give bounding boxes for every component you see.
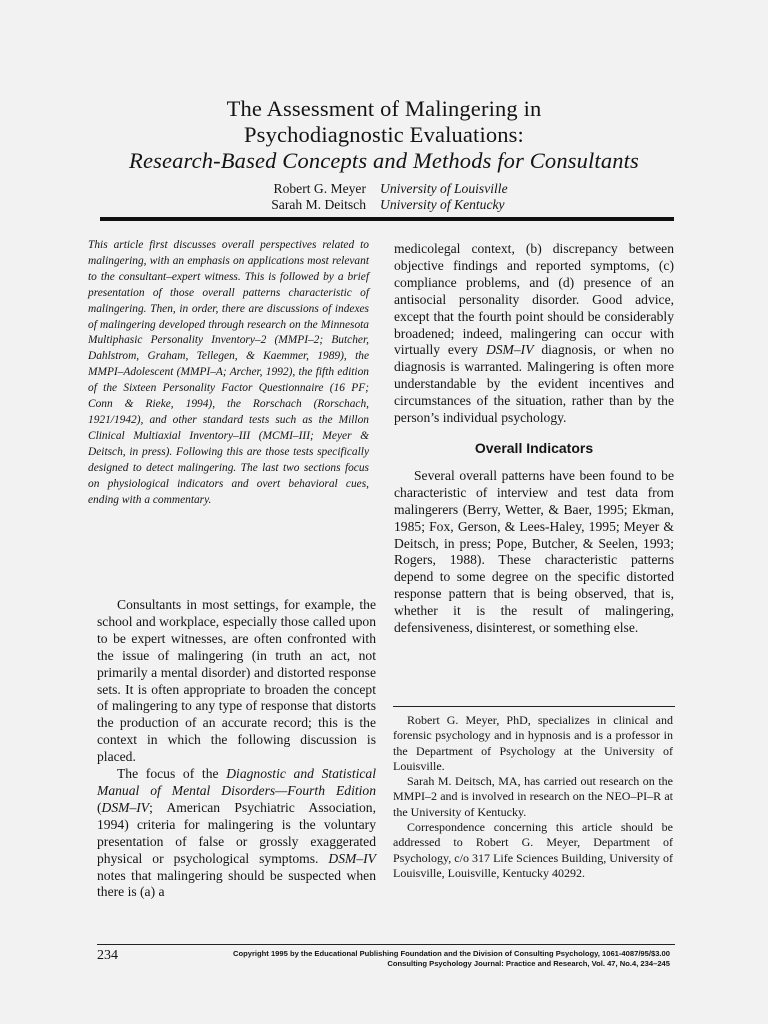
author-footnotes <box>393 713 673 881</box>
section-heading: Overall Indicators <box>474 439 594 456</box>
footnote-rule <box>393 706 675 707</box>
footnote: Sarah M. Deitsch, MA, has carried out research on the MMPI–2 and is involved in research on the NEO–PI–R at the University of Kentucky. <box>393 774 673 819</box>
journal-citation: Consulting Psychology Journal: Practice and Research, Vol. 47, No.4, 234–245 <box>387 959 670 968</box>
body-paragraph: Several overall patterns have been found to be characteristic of interview and test data from malingerers (Berry, Wetter, & Baer, 1995; Ekman, 1985; Fox, Gerson, & Lees-Haley, 1995; Meyer & Deitsch, in press; Pope, Butcher, & Seelen, 1993; Rogers, 1988). These characteristic patterns depend to some degree on the specific distorted response pattern that is being observed, that is, whether it is the result of malingering, defensiveness, disinterest, or something else. <box>394 467 674 636</box>
body-paragraph: Consultants in most settings, for example, the school and workplace, especially those called upon to be expert witnesses, are often confronted with the issue of malingering (in truth an act, not primarily a mental disorder) and distorted response sets. It is often appropriate to broaden the concept of malingering to any type of response that distorts the production of an accurate record; this is the context in which the following discussion is placed. <box>97 597 376 765</box>
body-paragraph: The focus of the Diagnostic and Statistical Manual of Mental Disorders—Fourth Edition (DSM–IV; American Psychiatric Association, 1994) criteria for malingering is the voluntary presentation of false or grossly exaggerated physical or psychological symptoms. DSM–IV notes that malingering should be suspected when there is (a) a <box>97 766 376 900</box>
author-row <box>180 197 680 213</box>
footer-rule <box>97 944 675 945</box>
article-title <box>0 96 768 174</box>
author-name: Robert G. Meyer <box>273 181 366 196</box>
author-affiliation: University of Louisville <box>380 181 508 196</box>
body-column-right <box>394 241 674 637</box>
abstract: This article first discusses overall perspectives related to malingering, with an emphasis on applications most relevant to the consultant–expert witness. This is followed by a brief presentation of those overall patterns characteristic of malingering. Then, in order, there are discussions of indexes of malingering developed through research on the Minnesota Multiphasic Personality Inventory–2 (MMPI–2; Butcher, Dahlstrom, Graham, Tellegen, & Kaemmer, 1989), the MMPI–Adolescent (MMPI–A; Archer, 1992), the fifth edition of the Sixteen Personality Factor Questionnaire (16 PF; Conn & Rieke, 1994), the Rorschach (Rorschach, 1921/1942), and other standard tests such as the Millon Clinical Multiaxial Inventory–III (MCMI–III; Meyer & Deitsch, in press). Following this are those tests specifically designed to detect malingering. The last two sections focus on physiological indicators and overt behavioral cues, ending with a commentary. <box>88 239 369 506</box>
author-row <box>180 181 680 197</box>
body-column-left <box>97 597 376 901</box>
copyright-line: Copyright 1995 by the Educational Publishing Foundation and the Division of Consulting Psychology, 1061-4087/95/$3.00 <box>232 949 670 958</box>
author-affiliation: University of Kentucky <box>380 197 505 212</box>
footnote: Correspondence concerning this article should be addressed to Robert G. Meyer, Department of Psychology, c/o 317 Life Sciences Building, University of Louisville, Louisville, Kentucky 40292. <box>393 820 673 880</box>
title-line-2: Psychodiagnostic Evaluations: <box>244 122 524 147</box>
copyright-notice <box>150 949 670 969</box>
author-list <box>180 181 680 213</box>
body-paragraph: medicolegal context, (b) discrepancy between objective findings and reported symptoms, (c) compliance problems, and (d) presence of an antisocial personality disorder. Good advice, except that the fourth point should be considerably broadened; indeed, malingering can occur with virtually every DSM–IV diagnosis, or when no diagnosis is warranted. Malingering is often more understandable by the evident incentives and circumstances of the situation, rather than by the person’s individual psychology. <box>394 241 674 426</box>
page-number: 234 <box>97 948 118 963</box>
footnote: Robert G. Meyer, PhD, specializes in clinical and forensic psychology and in hypnosis and is a professor in the Department of Psychology at the University of Louisville. <box>393 713 673 773</box>
author-name: Sarah M. Deitsch <box>271 197 366 212</box>
title-line-1: The Assessment of Malingering in <box>226 96 542 121</box>
title-rule <box>100 217 674 221</box>
title-subtitle: Research-Based Concepts and Methods for Consultants <box>129 148 639 173</box>
